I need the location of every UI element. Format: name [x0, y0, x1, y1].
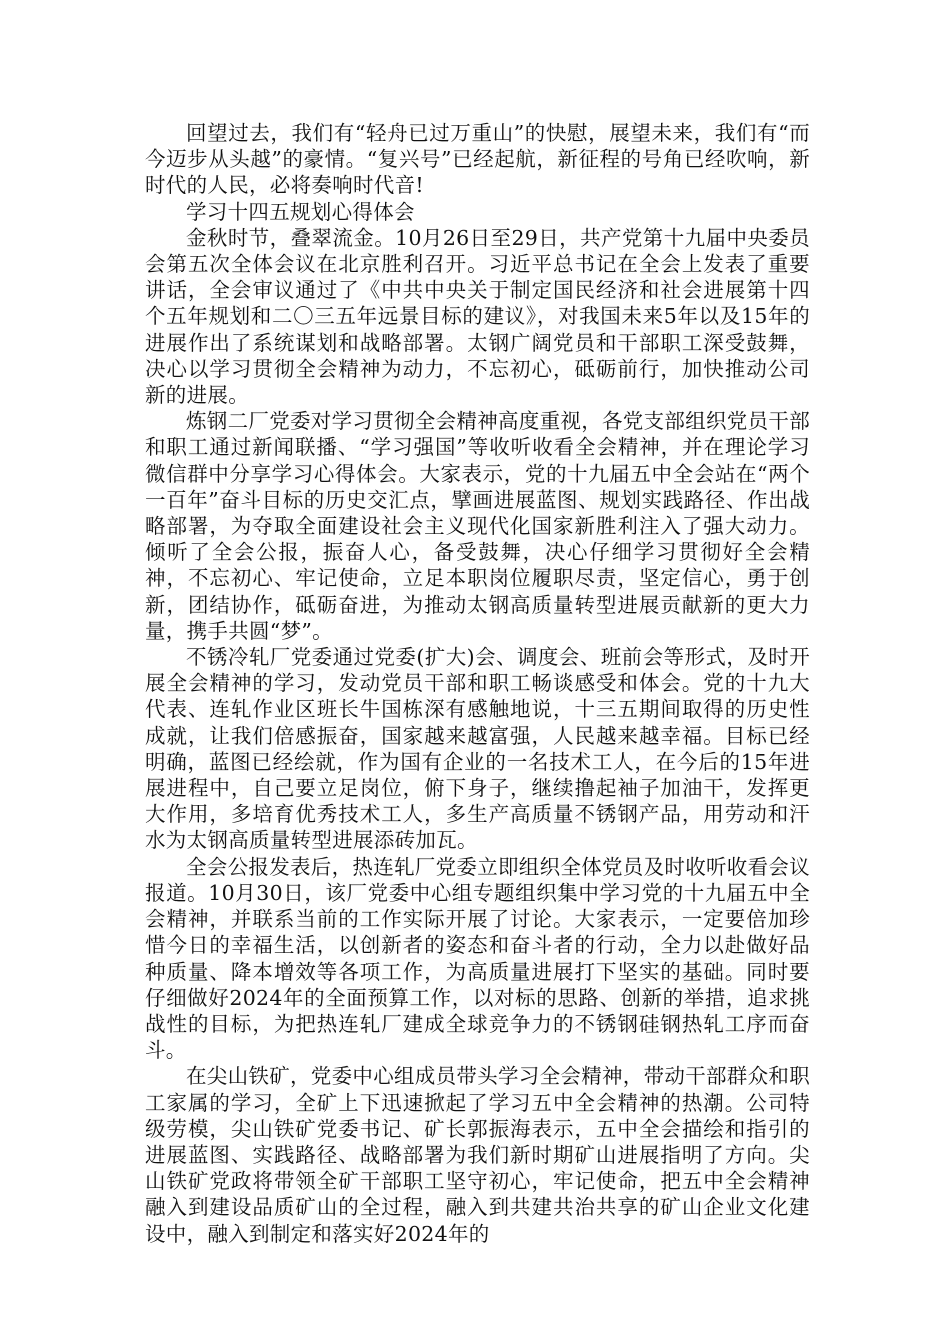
- paragraph-intro: 金秋时节，叠翠流金。10月26日至29日，共产党第十九届中央委员会第五次全体会议在北京胜利召开。习近平总书记在全会上发表了重要讲话，全会审议通过了《中共中央关于制定国民经济和社会进展第十四个五年规划和二〇三五年远景目标的建议》，对我国未来5年以及15年的进展作出了系统谋划和战略部署。太钢广阔党员和干部职工深受鼓舞，决心以学习贯彻全会精神为动力，不忘初心，砥砺前行，加快推动公司新的进展。: [145, 225, 810, 408]
- document-body: [145, 120, 810, 1247]
- paragraph-steelmaking-plant: 炼钢二厂党委对学习贯彻全会精神高度重视，各党支部组织党员干部和职工通过新闻联播、“学习强国”等收听收看全会精神，并在理论学习微信群中分享学习心得体会。大家表示，党的十九届五中全会站在“两个一百年”奋斗目标的历史交汇点，擘画进展蓝图、规划实践路径、作出战略部署，为夺取全面建设社会主义现代化国家新胜利注入了强大动力。倾听了全会公报，振奋人心，备受鼓舞，决心仔细学习贯彻好全会精神，不忘初心、牢记使命，立足本职岗位履职尽责，坚定信心，勇于创新，团结协作，砥砺奋进，为推动太钢高质量转型进展贡献新的更大力量，携手共圆“梦”。: [145, 409, 810, 643]
- article-title: 学习十四五规划心得体会: [186, 199, 415, 224]
- paragraph-jianshan-mine: 在尖山铁矿，党委中心组成员带头学习全会精神，带动干部群众和职工家属的学习，全矿上下迅速掀起了学习五中全会精神的热潮。公司特级劳模，尖山铁矿党委书记、矿长郭振海表示，五中全会描绘和指引的进展蓝图、实践路径、战略部署为我们新时期矿山进展指明了方向。尖山铁矿党政将带领全矿干部职工坚守初心，牢记使命，把五中全会精神融入到建设品质矿山的全过程，融入到共建共治共享的矿山企业文化建设中，融入到制定和落实好2024年的: [145, 1064, 810, 1246]
- paragraph-cold-rolling-plant: 不锈冷轧厂党委通过党委(扩大)会、调度会、班前会等形式，及时开展全会精神的学习，发动党员干部和职工畅谈感受和体会。党的十九大代表、连轧作业区班长牛国栋深有感触地说，十三五期间取得的历史性成就，让我们倍感振奋，国家越来越富强，人民越来越幸福。目标已经明确，蓝图已经绘就，作为国有企业的一名技术工人，在今后的15年进展进程中，自己要立足岗位，俯下身子，继续撸起袖子加油干，发挥更大作用，多培育优秀技术工人，多生产高质量不锈钢产品，用劳动和汗水为太钢高质量转型进展添砖加瓦。: [145, 645, 810, 853]
- paragraph-hot-rolling-plant: 全会公报发表后，热连轧厂党委立即组织全体党员及时收听收看会议报道。10月30日，该厂党委中心组专题组织集中学习党的十九届五中全会精神，并联系当前的工作实际开展了讨论。大家表示，一定要倍加珍惜今日的幸福生活，以创新者的姿态和奋斗者的行动，全力以赴做好品种质量、降本增效等各项工作，为高质量进展打下坚实的基础。同时要仔细做好2024年的全面预算工作，以对标的思路、创新的举措，追求挑战性的目标，为把热连轧厂建成全球竞争力的不锈钢硅钢热轧工序而奋斗。: [145, 854, 810, 1063]
- paragraph-closing: 回望过去，我们有“轻舟已过万重山”的快慰，展望未来，我们有“而今迈步从头越”的豪情。“复兴号”已经起航，新征程的号角已经吹响，新时代的人民，必将奏响时代音!: [145, 121, 810, 198]
